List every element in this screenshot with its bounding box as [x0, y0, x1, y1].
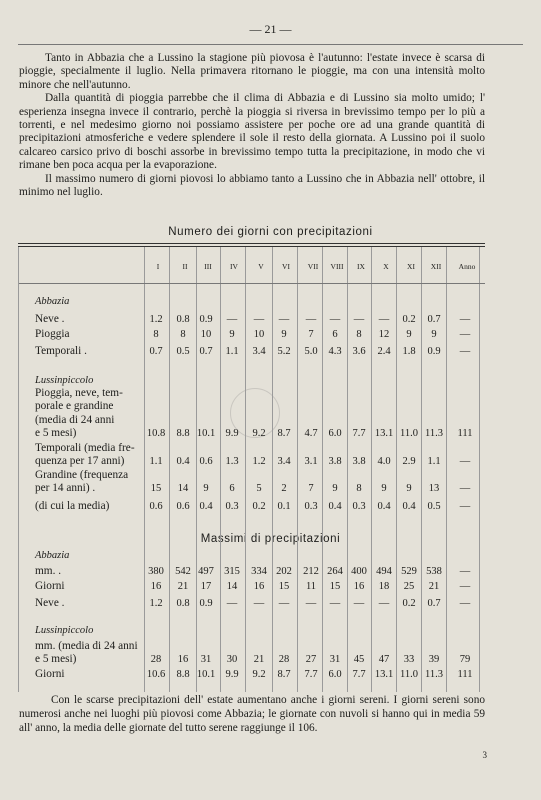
abbazia-max-row-label: mm. . [35, 565, 62, 577]
lussin-max-cell: 39 [428, 654, 440, 666]
abbazia-max-cell: 202 [276, 566, 292, 577]
abbazia-max-cell: — [329, 598, 341, 609]
lussin-days-cell: 8.7 [277, 428, 291, 440]
abbazia-max-cell: 0.7 [427, 598, 441, 609]
lussin-max-cell: 28 [278, 654, 290, 666]
lussin-days-cell: 1.1 [427, 456, 441, 468]
lussin-days-cell: 3.8 [328, 456, 342, 468]
lussin-days-cell: 0.2 [252, 501, 266, 512]
lussin-days-cell: 111 [457, 428, 473, 440]
lussin-days-cell: 0.4 [328, 501, 342, 512]
abbazia-max-cell: — [459, 581, 471, 592]
column-header: XI [407, 262, 415, 271]
abbazia-max-cell: 0.9 [199, 598, 213, 609]
abbazia-days-cell: 9 [281, 329, 287, 340]
lussin-max-cell: 21 [253, 654, 265, 666]
lussin-days-cell: 7.7 [352, 428, 366, 440]
column-header: Anno [458, 262, 476, 271]
corner-mark: 3 [482, 750, 487, 760]
abbazia-days-row-label: Pioggia [35, 328, 70, 340]
lussin-max-cell: 8.7 [277, 669, 291, 680]
abbazia-max-cell: 25 [403, 581, 415, 592]
lussin-days-cell: 1.3 [225, 456, 239, 468]
lussin-days-row-label: Pioggia, neve, tem- [35, 387, 123, 399]
abbazia-max-cell: — [378, 598, 390, 609]
abbazia-max-row-label: Giorni [35, 580, 65, 592]
abbazia-max-cell: 15 [278, 581, 290, 592]
lussin-days-row-label: Temporali (media fre- [35, 442, 135, 454]
abbazia-max-cell: 0.8 [176, 598, 190, 609]
lussin-max-section-title: Lussinpiccolo [35, 625, 94, 636]
lussin-max-row-label: Giorni [35, 668, 65, 680]
abbazia-days-cell: 0.8 [176, 314, 190, 325]
abbazia-days-row-label: Neve . [35, 313, 65, 325]
page-number: — 21 — [249, 22, 292, 36]
lussin-days-cell: 5 [256, 483, 262, 495]
lussin-days-cell: 2.9 [402, 456, 416, 468]
lussin-max-cell: 11.3 [425, 669, 443, 680]
intro-paragraph-1: Tanto in Abbazia che a Lussino la stagione più piovosa è l'autunno: l'estate invece è scarsa di pioggie, specialmente il luglio. Nella primavera ritornano le pioggie, ma con una intensità molto minore che nell'autunno. [19, 52, 485, 91]
abbazia-max-cell: 1.2 [149, 598, 163, 609]
abbazia-days-cell: 8 [180, 329, 186, 340]
abbazia-max-cell: 400 [351, 566, 367, 577]
abbazia-days-cell: 10 [200, 329, 212, 340]
lussin-days-cell: 10.8 [146, 428, 166, 440]
lussin-days-cell: 9 [381, 483, 387, 495]
lussin-days-cell: 6.0 [328, 428, 342, 440]
lussin-max-cell: 33 [403, 654, 415, 666]
lussin-max-cell: 30 [226, 654, 238, 666]
column-header: X [383, 262, 389, 271]
abbazia-max-cell: 315 [224, 566, 240, 577]
lussin-max-cell: 10.1 [196, 669, 216, 680]
lussin-max-cell: 27 [305, 654, 317, 666]
table-top-rule [18, 243, 485, 244]
lussin-days-cell: 3.1 [304, 456, 318, 468]
abbazia-days-cell: 4.3 [328, 346, 342, 357]
lussin-days-cell: — [459, 501, 471, 512]
abbazia-days-cell: 0.7 [427, 314, 441, 325]
footer-text [19, 693, 485, 735]
lussin-days-row-label: (di cui la media) [35, 500, 110, 512]
lussin-days-row-label: quenza per 17 anni) [35, 455, 125, 468]
lussin-max-cell: 7.7 [304, 669, 318, 680]
column-header: I [156, 262, 160, 271]
lussin-days-cell: 10.1 [196, 428, 216, 440]
lussin-days-cell: 3.4 [277, 456, 291, 468]
abbazia-max-cell: — [353, 598, 365, 609]
abbazia-max-cell: 11 [305, 581, 317, 592]
abbazia-days-cell: 0.5 [176, 346, 190, 357]
abbazia-max-cell: 497 [198, 566, 214, 577]
abbazia-days-cell: 9 [229, 329, 235, 340]
abbazia-days-cell: — [253, 314, 265, 325]
lussin-days-cell: 8 [356, 483, 362, 495]
abbazia-days-cell: — [329, 314, 341, 325]
lussin-max-cell: 9.9 [225, 669, 239, 680]
abbazia-days-cell: — [278, 314, 290, 325]
abbazia-max-cell: 16 [150, 581, 162, 592]
label-column-divider [18, 247, 19, 692]
abbazia-days-cell: 0.7 [199, 346, 213, 357]
lussin-max-cell: 8.8 [176, 669, 190, 680]
abbazia-days-section-title: Abbazia [35, 296, 70, 307]
lussin-max-cell: 79 [459, 654, 471, 666]
lussin-days-row-label: (media di 24 anni [35, 413, 115, 426]
lussin-days-cell: 0.3 [304, 501, 318, 512]
column-header: V [258, 262, 264, 271]
abbazia-days-row-label: Temporali . [35, 345, 87, 357]
abbazia-days-cell: 0.9 [199, 314, 213, 325]
column-header: VIII [330, 262, 344, 271]
lussin-max-cell: 11.0 [400, 669, 418, 680]
abbazia-days-cell: 0.7 [149, 346, 163, 357]
lussin-days-cell: 0.4 [377, 501, 391, 512]
lussin-days-cell: 15 [150, 483, 162, 495]
lussin-max-cell: 10.6 [146, 669, 166, 680]
abbazia-max-cell: 529 [401, 566, 417, 577]
abbazia-days-cell: — [459, 329, 471, 340]
abbazia-max-cell: 16 [253, 581, 265, 592]
lussin-days-cell: 13 [428, 483, 440, 495]
abbazia-max-row-label: Neve . [35, 597, 65, 609]
lussin-days-row-label: Grandine (frequenza [35, 469, 129, 481]
abbazia-max-cell: — [253, 598, 265, 609]
header-rule [18, 44, 523, 45]
lussin-days-cell: 0.6 [176, 501, 190, 512]
lussin-max-cell: 7.7 [352, 669, 366, 680]
column-header: II [182, 262, 188, 271]
lussin-days-row-label: per 14 anni) . [35, 482, 96, 495]
abbazia-max-cell: — [459, 566, 471, 577]
lussin-days-cell: 14 [177, 483, 189, 495]
abbazia-max-cell: 17 [200, 581, 212, 592]
lussin-max-cell: 9.2 [252, 669, 266, 680]
lussin-days-cell: 0.4 [199, 501, 213, 512]
abbazia-max-cell: 14 [226, 581, 238, 592]
lussin-days-cell: 0.4 [402, 501, 416, 512]
abbazia-max-cell: — [226, 598, 238, 609]
abbazia-days-cell: 1.8 [402, 346, 416, 357]
intro-paragraph-3: Il massimo numero di giorni piovosi lo abbiamo tanto a Lussino che in Abbazia nell' ottobre, il minimo nel luglio. [19, 172, 485, 199]
abbazia-days-cell: 1.1 [225, 346, 239, 357]
lussin-days-cell: 9 [332, 483, 338, 495]
abbazia-days-cell: 3.6 [352, 346, 366, 357]
lussin-days-cell: 9 [406, 483, 412, 495]
lussin-days-cell: 3.8 [352, 456, 366, 468]
column-header: IV [230, 262, 238, 271]
column-header: VII [307, 262, 319, 271]
lussin-max-cell: 6.0 [328, 669, 342, 680]
abbazia-max-cell: 15 [329, 581, 341, 592]
lussin-days-cell: 1.2 [252, 456, 266, 468]
lussin-days-cell: 1.1 [149, 456, 163, 468]
abbazia-days-cell: 0.2 [402, 314, 416, 325]
table-column-divider [479, 247, 480, 692]
abbazia-days-cell: 9 [431, 329, 437, 340]
lussin-days-cell: 11.3 [425, 428, 443, 440]
column-header: IX [357, 262, 365, 271]
abbazia-days-cell: 3.4 [252, 346, 266, 357]
lussin-days-cell: 7 [308, 483, 314, 495]
abbazia-max-cell: — [305, 598, 317, 609]
table-top-rule-2 [18, 246, 485, 247]
abbazia-max-cell: 494 [376, 566, 392, 577]
abbazia-days-cell: — [305, 314, 317, 325]
lussin-max-cell: 28 [150, 654, 162, 666]
abbazia-days-cell: 6 [332, 329, 338, 340]
lussin-max-cell: 31 [329, 654, 341, 666]
abbazia-max-cell: 16 [353, 581, 365, 592]
lussin-days-cell: 11.0 [400, 428, 418, 440]
lussin-days-cell: 0.5 [427, 501, 441, 512]
lussin-max-cell: 16 [177, 654, 189, 666]
lussin-days-section-title: Lussinpiccolo [35, 375, 94, 386]
abbazia-days-cell: — [226, 314, 238, 325]
lussin-days-cell: 0.4 [176, 456, 190, 468]
lussin-days-cell: 4.7 [304, 428, 318, 440]
abbazia-days-cell: 2.4 [377, 346, 391, 357]
lussin-max-cell: 45 [353, 654, 365, 666]
abbazia-max-cell: 18 [378, 581, 390, 592]
abbazia-days-cell: — [353, 314, 365, 325]
abbazia-max-cell: 264 [327, 566, 343, 577]
abbazia-days-cell: 8 [153, 329, 159, 340]
lussin-max-cell: 111 [457, 669, 473, 680]
lussin-max-cell: 31 [200, 654, 212, 666]
lussin-max-row-label: e 5 mesi) [35, 653, 77, 666]
abbazia-max-cell: 334 [251, 566, 267, 577]
lussin-days-cell: 0.3 [225, 501, 239, 512]
abbazia-days-cell: 5.0 [304, 346, 318, 357]
header-row-rule [18, 283, 485, 284]
lussin-days-cell: 0.6 [149, 501, 163, 512]
abbazia-max-section-title: Abbazia [35, 550, 70, 561]
lussin-days-cell: 0.1 [277, 501, 291, 512]
lussin-days-cell: 9.9 [225, 428, 239, 440]
table1-title: Numero dei giorni con precipitazioni [168, 226, 373, 238]
lussin-max-cell: 47 [378, 654, 390, 666]
abbazia-days-cell: — [459, 346, 471, 357]
lussin-days-row-label: e 5 mesi) [35, 427, 77, 440]
column-header: III [204, 262, 212, 271]
abbazia-days-cell: — [459, 314, 471, 325]
abbazia-days-cell: — [378, 314, 390, 325]
abbazia-max-cell: 212 [303, 566, 319, 577]
table2-title: Massimi di precipitazioni [200, 533, 341, 545]
footer-paragraph: Con le scarse precipitazioni dell' estate aumentano anche i giorni sereni. I giorni sereni sono numerosi anche nei luoghi più piovosi come Abbazia; le giornate con nuvoli si hanno qui in media 59 all' anno, la media delle giornate del tutto serene raggiunge il 106. [19, 694, 485, 734]
abbazia-max-cell: — [278, 598, 290, 609]
lussin-days-cell: 0.6 [199, 456, 213, 468]
abbazia-max-cell: 0.2 [402, 598, 416, 609]
lussin-max-cell: 13.1 [374, 669, 394, 680]
abbazia-days-cell: 1.2 [149, 314, 163, 325]
column-header: XII [430, 262, 442, 271]
intro-paragraph-2: Dalla quantità di pioggia parrebbe che il clima di Abbazia e di Lussino sia molto umido; l' esperienza insegna invece il contrario, perchè la pioggia si riversa in brevissimo tempo per lo più a torrenti, e nel medesimo giorno noi possiamo assistere per poche ore ad una grande quantità di precipitazioni atmosferiche e vedere splendere il sole il resto della giornata. A Lussino poi il suolo calcareo carsico privo di boschi assorbe in brevissimo tempo tutta la precipitazione, in modo che vi rimane ben poca acqua per la evaporazione. [19, 92, 485, 172]
lussin-days-row-label: porale e grandine [35, 400, 114, 413]
lussin-days-cell: 0.3 [352, 501, 366, 512]
abbazia-days-cell: 5.2 [277, 346, 291, 357]
lussin-days-cell: 4.0 [377, 456, 391, 468]
abbazia-days-cell: 7 [308, 329, 314, 340]
lussin-max-row-label: mm. (media di 24 anni [35, 640, 138, 652]
lussin-days-cell: — [459, 456, 471, 468]
lussin-days-cell: 13.1 [374, 428, 394, 440]
abbazia-days-cell: 12 [378, 329, 390, 340]
lussin-days-cell: 2 [281, 483, 287, 495]
lussin-days-cell: 9.2 [252, 428, 266, 440]
intro-text [19, 52, 485, 199]
lussin-days-cell: 6 [229, 483, 235, 495]
abbazia-max-cell: 21 [177, 581, 189, 592]
abbazia-max-cell: 542 [175, 566, 191, 577]
abbazia-days-cell: 9 [406, 329, 412, 340]
lussin-days-cell: 8.8 [176, 428, 190, 440]
abbazia-days-cell: 8 [356, 329, 362, 340]
column-header: VI [282, 262, 290, 271]
abbazia-max-cell: 21 [428, 581, 440, 592]
lussin-days-cell: — [459, 483, 471, 495]
abbazia-days-cell: 10 [253, 329, 265, 340]
abbazia-days-cell: 0.9 [427, 346, 441, 357]
abbazia-max-cell: — [459, 598, 471, 609]
abbazia-max-cell: 538 [426, 566, 442, 577]
lussin-days-cell: 9 [203, 483, 209, 495]
abbazia-max-cell: 380 [148, 566, 164, 577]
